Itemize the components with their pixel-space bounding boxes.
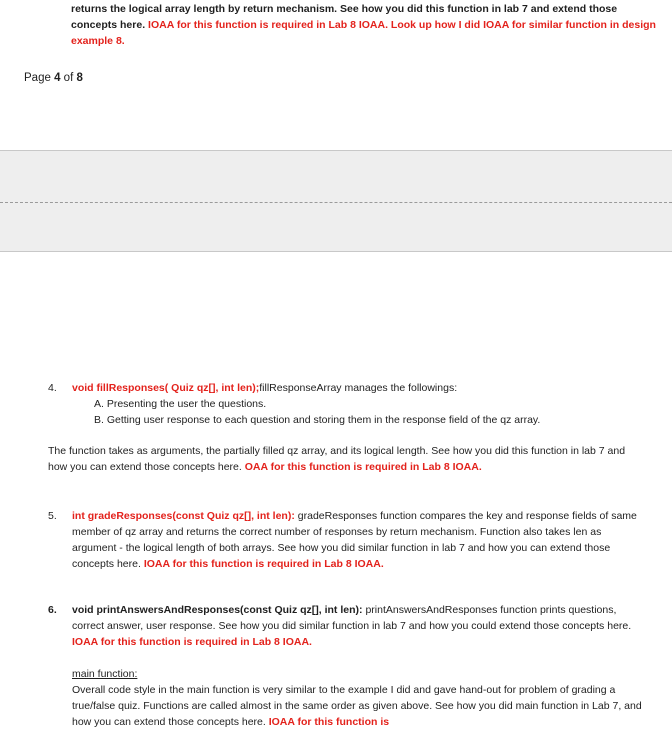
paragraph-text: The function takes as arguments, the partially filled qz array, and its logical length. See how you did this function in lab 7 and how you can extend those concepts here. <box>48 445 626 473</box>
paragraph <box>48 443 638 475</box>
list-item-5 <box>48 508 648 572</box>
list-number: 6. <box>48 604 57 616</box>
function-description: printAnswersAndResponses function prints questions, correct answer, user response. See how you did similar function in lab 7 and how you could extend those concepts here. <box>72 604 632 632</box>
ioaa-requirement: IOAA for this function is required in Lab 8 IOAA. <box>143 558 384 570</box>
page-break-line <box>0 202 672 203</box>
function-signature: int gradeResponses(const Quiz qz[], int len): <box>72 510 295 522</box>
page-label: Page <box>24 72 51 84</box>
list-number: 5. <box>48 510 57 522</box>
function-signature: void printAnswersAndResponses(const Quiz qz[], int len): <box>72 604 363 616</box>
page-of: of <box>63 72 74 84</box>
function-description: fillResponseArray manages the followings: <box>259 382 458 394</box>
main-function-section <box>72 666 652 730</box>
continued-text: returns the logical array length by return mechanism. See how you did this function in lab 7 and extend those concepts here. <box>71 3 618 31</box>
ioaa-requirement: OAA for this function is required in Lab 8 IOAA. <box>244 461 482 473</box>
page-current: 4 <box>54 72 61 84</box>
continued-paragraph <box>71 1 661 49</box>
list-item-6 <box>48 602 648 650</box>
list-item-4 <box>48 380 648 428</box>
ioaa-requirement: IOAA for this function is required in Lab 8 IOAA. Look up how I did IOAA for similar function in design example 8. <box>71 19 656 47</box>
section-text: Overall code style in the main function is very similar to the example I did and gave hand-out for problem of grading a true/false quiz. Functions are called almost in the same order as given above. See how you did main function in Lab 7, and how you can extend those concepts here. <box>72 684 642 728</box>
ioaa-requirement: IOAA for this function is required in Lab 8 IOAA. <box>72 636 312 648</box>
page-total: 8 <box>76 72 83 84</box>
function-description: gradeResponses function compares the key and response fields of same member of qz array and returns the correct number of responses by return mechanism. Function also takes len as argument - the logical length of both arrays. See how you did similar function in lab 7 and how you can extend those concepts here. <box>72 510 637 570</box>
list-number: 4. <box>48 382 57 394</box>
section-heading: main function: <box>72 668 138 680</box>
function-signature: void fillResponses( Quiz qz[], int len); <box>72 382 260 394</box>
page-number <box>24 71 83 85</box>
ioaa-requirement: IOAA for this function is <box>268 716 390 728</box>
page-gap <box>0 150 672 252</box>
sub-item-b: B. Getting user response to each question and storing them in the response field of the qz array. <box>94 414 541 426</box>
sub-item-a: A. Presenting the user the questions. <box>94 398 267 410</box>
